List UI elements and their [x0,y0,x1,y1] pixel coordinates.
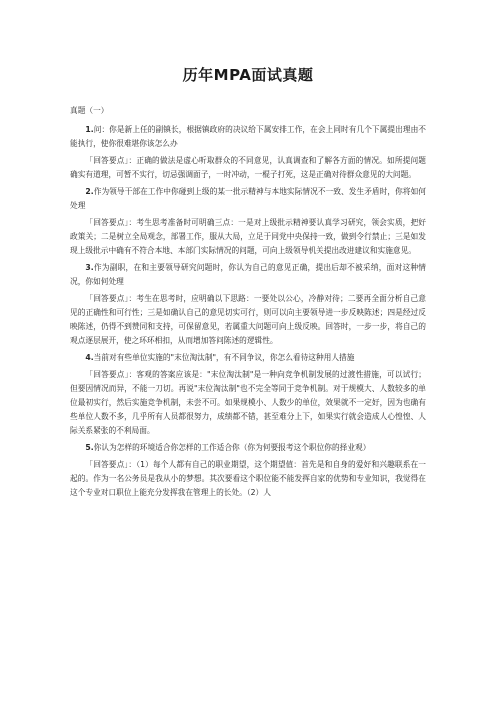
question-text: 你认为怎样的环境适合你怎样的工作适合你（你为何要报考这个职位你的择业观） [93,443,371,452]
document-body [70,104,426,503]
question-number: 5. [85,443,94,452]
document-title: 历年MPA面试真题 [182,66,314,84]
question-number: 2. [85,187,94,196]
question-text: 当前对有些单位实施的"末位淘汰制"，有不同争议，你怎么看待这种用人措施 [93,353,355,362]
question-2 [70,185,426,213]
section-label: 真题（一） [70,106,109,115]
question-1 [70,123,426,151]
question-number: 3. [85,263,94,272]
question-number: 4. [85,353,94,362]
question-text: 问：你是新上任的副镇长，根据镇政府的决议给下属安排工作，在会上同时有几个下属提出理由不能执行，使你很难堪你该怎么办 [70,125,426,148]
question-5 [70,441,426,455]
answer-4: 「回答要点」：客观的答案应该是："末位淘汰制"是一种向竞争机制发展的过渡性措施，可以试行；但要因情况而异，不能一刀切。再说"末位淘汰制"也不完全等同于竞争机制。对于规模大、人数较多的单位最初实行，然后实施竞争机制，未尝不可。如果规模小、人数少的单位，效果就不一定好，因为也确有些单位人数不多，几乎所有人员都很努力，成绩都不错，甚至难分上下，如果实行就会造成人心惶惶、人际关系紧张的不利局面。 [70,370,426,435]
answer-3: 「回答要点」：考生在思考时，应明确以下思路：一要处以公心，冷静对待；二要再全面分析自己意见的正确性和可行性；三是如确认自己的意见切实可行，则可以向主要领导进一步反映陈述；四是经过反映陈述，仍得不到赞同和支持，可保留意见，若属重大问题可向上级反映。回答时，一步一步，将自己的观点逐层展开，使之环环相扣，从而增加答问陈述的逻辑性。 [70,294,426,345]
question-4 [70,351,426,365]
question-text: 作为副职，在和主要领导研究问题时，你认为自己的意见正确，提出后却不被采纳，面对这种情况，你如何处理 [70,263,426,286]
question-number: 1. [85,125,94,134]
answer-2: 「回答要点」：考生思考准备时可明确三点：一是对上级批示精神要认真学习研究，领会实质，把好政策关；二是树立全局观念，部署工作，服从大局，立足于同党中央保持一致，做到令行禁止；三是如发现上级批示中确有不符合本地、本部门实际情况的问题，可向上级领导机关提出改进建议和实施意见。 [70,218,426,255]
question-3 [70,261,426,289]
answer-1: 「回答要点」：正确的做法是虚心听取群众的不同意见，认真调查和了解各方面的情况。如所提问题确实有道理，可暂不实行，切忌强调面子，一时冲动，一棍子打死，这是正确对待群众意见的大问题。 [70,156,426,179]
answer-5: 「回答要点」：（1）每个人都有自己的职业期望，这个期望值：首先是和自身的爱好和兴趣联系在一起的。作为一名公务员是我从小的梦想。其次要看这个职位能不能发挥自家的优势和专业知识，我觉得在这个专业对口职位上能充分发挥我在管理上的长处。（2）人 [70,460,426,497]
question-text: 作为领导干部在工作中你碰到上级的某一批示精神与本地实际情况不一致、发生矛盾时，你将如何处理 [70,187,426,210]
